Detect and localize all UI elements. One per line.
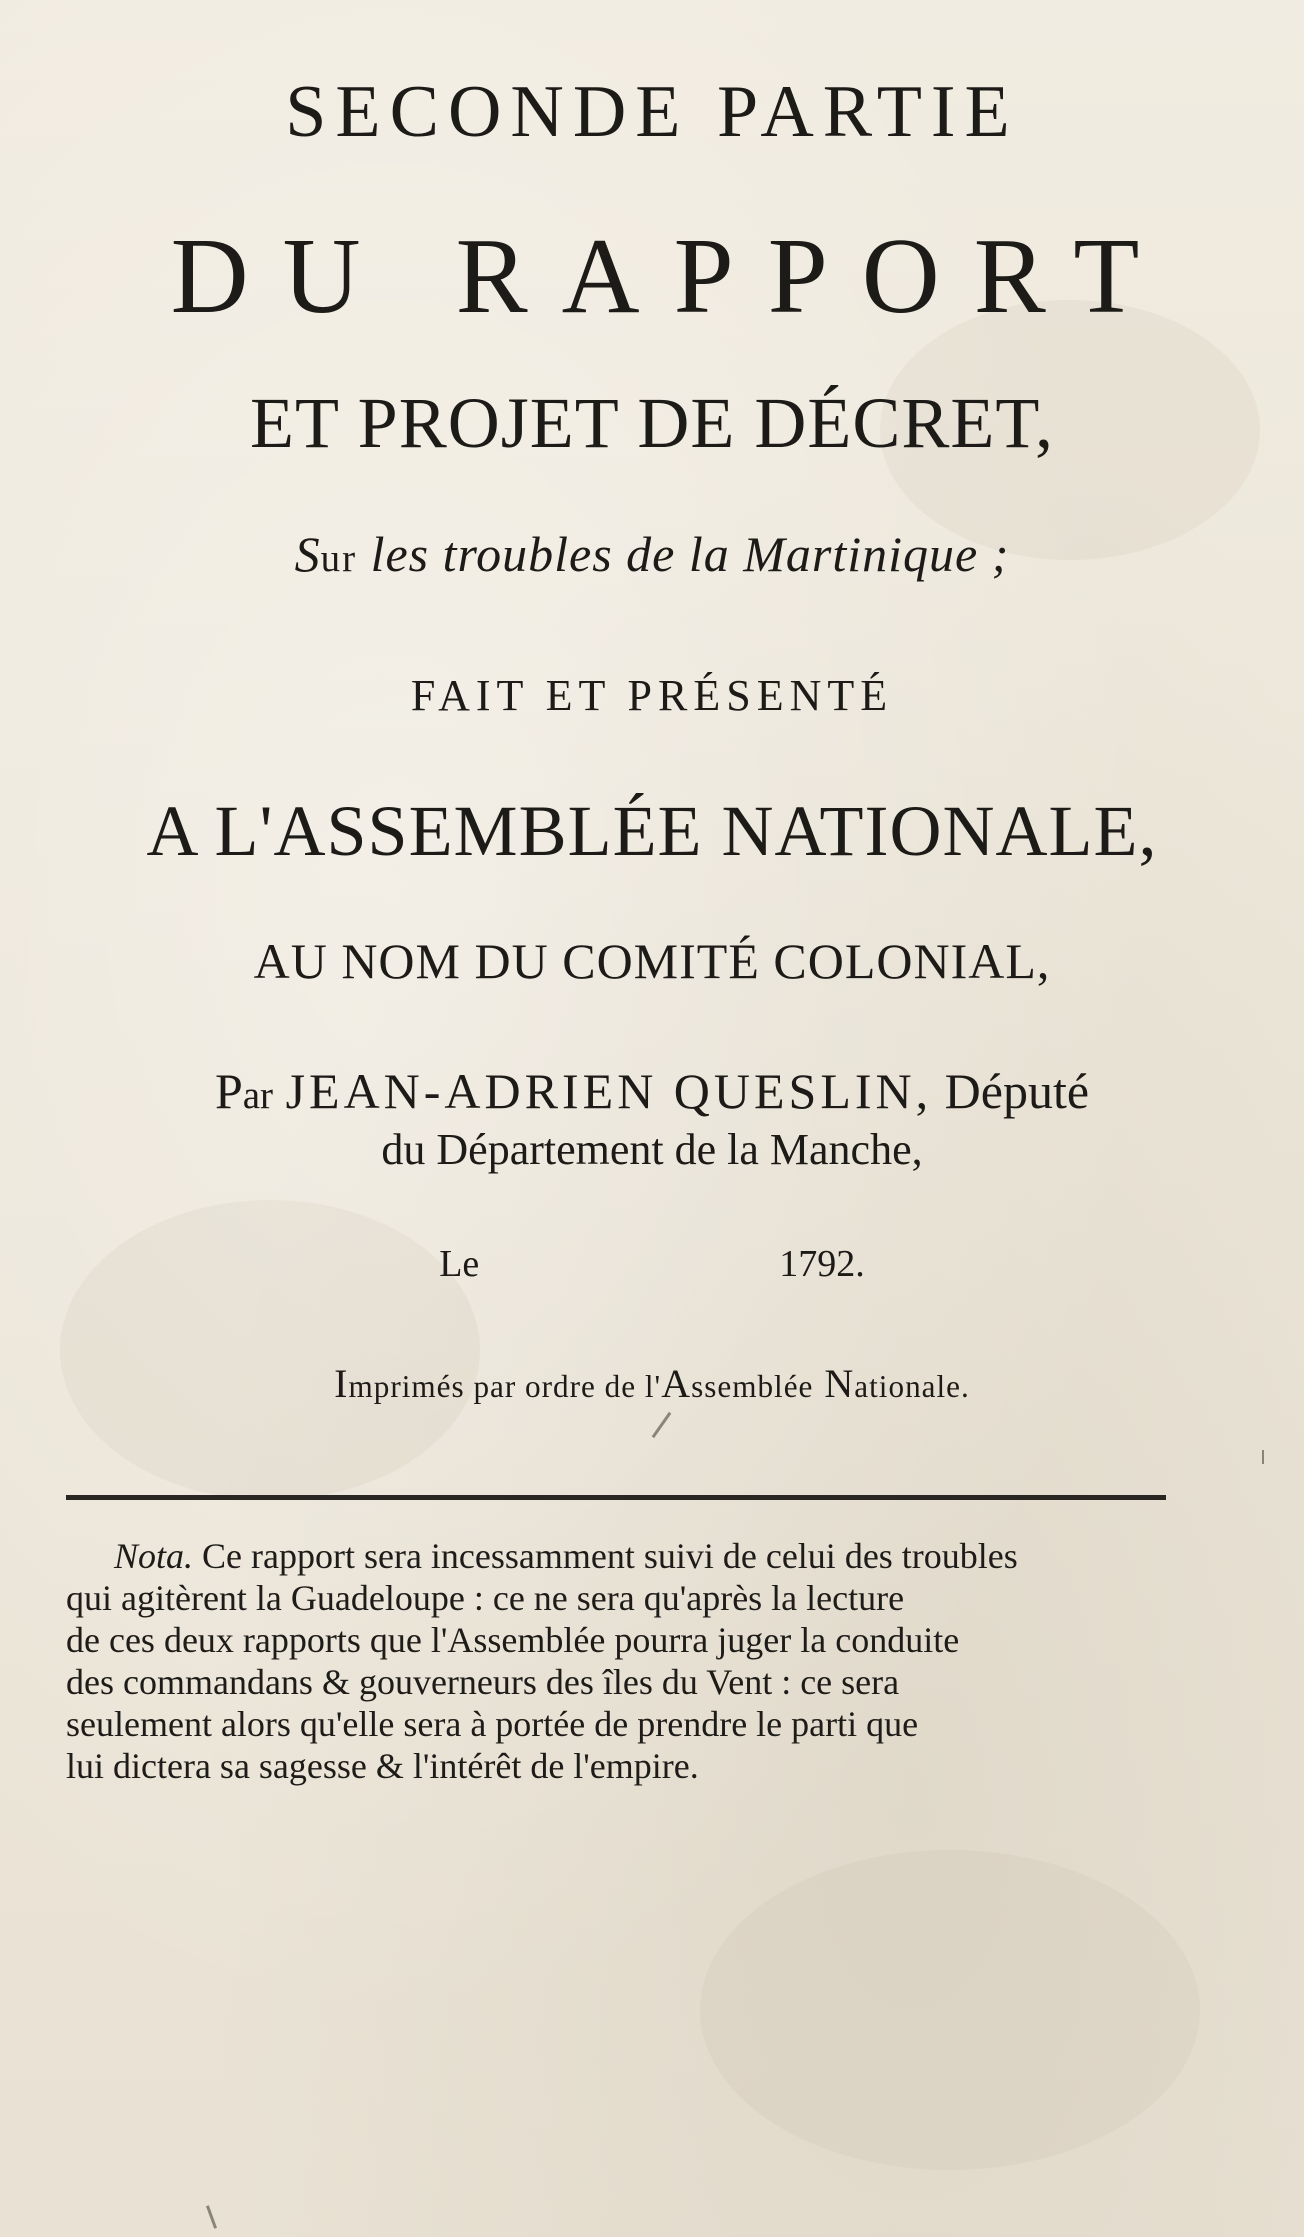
- fait-et-presente: FAIT ET PRÉSENTÉ: [410, 671, 894, 720]
- subject-initial: S: [294, 526, 321, 582]
- author-name: JEAN-ADRIEN QUESLIN,: [285, 1063, 933, 1119]
- author-par-small-caps: ar: [242, 1074, 274, 1117]
- paper-mark: [652, 1412, 672, 1438]
- nota-line: [66, 1535, 1166, 1577]
- comite-colonial: AU NOM DU COMITÉ COLONIAL,: [253, 933, 1051, 989]
- nota-line: qui agitèrent la Guadeloupe : ce ne sera qu'après la lecture: [66, 1578, 905, 1618]
- author-par-initial: P: [214, 1063, 243, 1119]
- nota-line: lui dictera sa sagesse & l'intérêt de l'empire.: [66, 1746, 699, 1786]
- nota-label: Nota.: [114, 1536, 194, 1576]
- paper-mark: [1262, 1450, 1264, 1464]
- paper-stain: [700, 1850, 1200, 2170]
- nota-line: de ces deux rapports que l'Assemblée pourra juger la conduite: [66, 1620, 960, 1660]
- imprint-line: [0, 1360, 1304, 1407]
- assemblee-nationale: A L'ASSEMBLÉE NATIONALE,: [146, 791, 1158, 871]
- imprint-text-2: ssemblée: [691, 1369, 814, 1404]
- imprint-initial-3: N: [824, 1361, 855, 1406]
- subject-small-caps: ur: [320, 537, 358, 580]
- nota-line: des commandans & gouverneurs des îles du Vent : ce sera: [66, 1662, 900, 1702]
- title-projet-de-decret: ET PROJET DE DÉCRET,: [249, 383, 1055, 463]
- subject-line: [0, 525, 1304, 583]
- horizontal-rule: [66, 1495, 1166, 1500]
- nota-line: seulement alors qu'elle sera à portée de prendre le parti que: [66, 1704, 919, 1744]
- nota-line-text: Ce rapport sera incessamment suivi de celui des troubles: [202, 1536, 1018, 1576]
- author-line: [0, 1062, 1304, 1120]
- departement-line: du Département de la Manche,: [381, 1125, 923, 1174]
- imprint-text-1: mprimés par ordre de l': [348, 1369, 662, 1404]
- author-role: Député: [944, 1063, 1090, 1119]
- date-line: [0, 1242, 1304, 1286]
- imprint-initial-1: I: [334, 1361, 349, 1406]
- date-le: Le: [439, 1243, 480, 1285]
- nota-paragraph: [66, 1535, 1166, 1787]
- date-year: 1792.: [779, 1243, 865, 1285]
- title-seconde-partie: SECONDE PARTIE: [285, 71, 1019, 153]
- imprint-initial-2: A: [661, 1361, 692, 1406]
- title-du-rapport: DU RAPPORT: [170, 217, 1174, 336]
- imprint-text-3: ationale.: [854, 1369, 970, 1404]
- subject-text: les troubles de la Martinique ;: [370, 526, 1010, 582]
- paper-mark: [206, 2205, 217, 2229]
